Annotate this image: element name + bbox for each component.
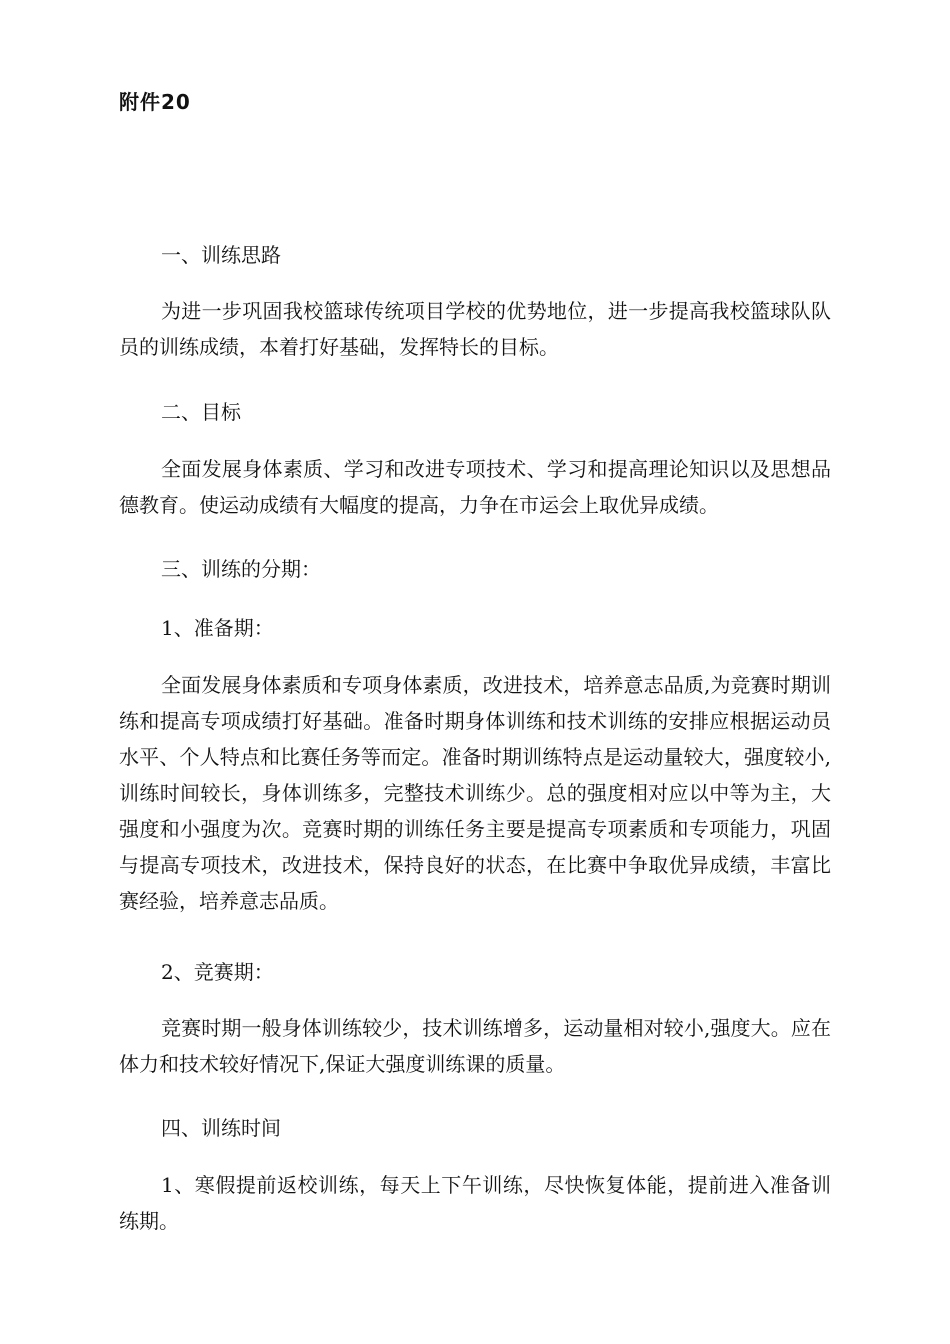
paragraph-preparation-period: 全面发展身体素质和专项身体素质，改进技术，培养意志品质,为竞赛时期训练和提高专项成绩打好基础。准备时期身体训练和技术训练的安排应根据运动员水平、个人特点和比赛任务等而定。准备时期训练特点是运动量较大，强度较小,训练时间较长，身体训练多，完整技术训练少。总的强度相对应以中等为主，大强度和小强度为次。竞赛时期的训练任务主要是提高专项素质和专项能力，巩固与提高专项技术，改进技术，保持良好的状态，在比赛中争取优异成绩，丰富比赛经验，培养意志品质。 [119,673,831,913]
section-heading-training-periods: 三、训练的分期： [161,557,321,581]
paragraph-goals: 全面发展身体素质、学习和改进专项技术、学习和提高理论知识以及思想品德教育。使运动成绩有大幅度的提高，力争在市运会上取优异成绩。 [119,457,831,517]
section-heading-goals: 二、目标 [161,400,241,424]
section-heading-training-time: 四、训练时间 [161,1116,281,1140]
paragraph-competition-period: 竞赛时期一般身体训练较少，技术训练增多，运动量相对较小,强度大。应在体力和技术较好情况下,保证大强度训练课的质量。 [119,1016,831,1076]
paragraph-training-ideas: 为进一步巩固我校篮球传统项目学校的优势地位，进一步提高我校篮球队队员的训练成绩，本着打好基础，发挥特长的目标。 [119,299,831,359]
subheading-preparation-period: 1、准备期： [161,616,274,640]
section-heading-training-ideas: 一、训练思路 [161,243,281,267]
attachment-label: 附件20 [119,90,191,114]
subheading-competition-period: 2、竞赛期： [161,960,274,984]
paragraph-winter-training: 1、寒假提前返校训练，每天上下午训练，尽快恢复体能，提前进入准备训练期。 [119,1173,831,1233]
